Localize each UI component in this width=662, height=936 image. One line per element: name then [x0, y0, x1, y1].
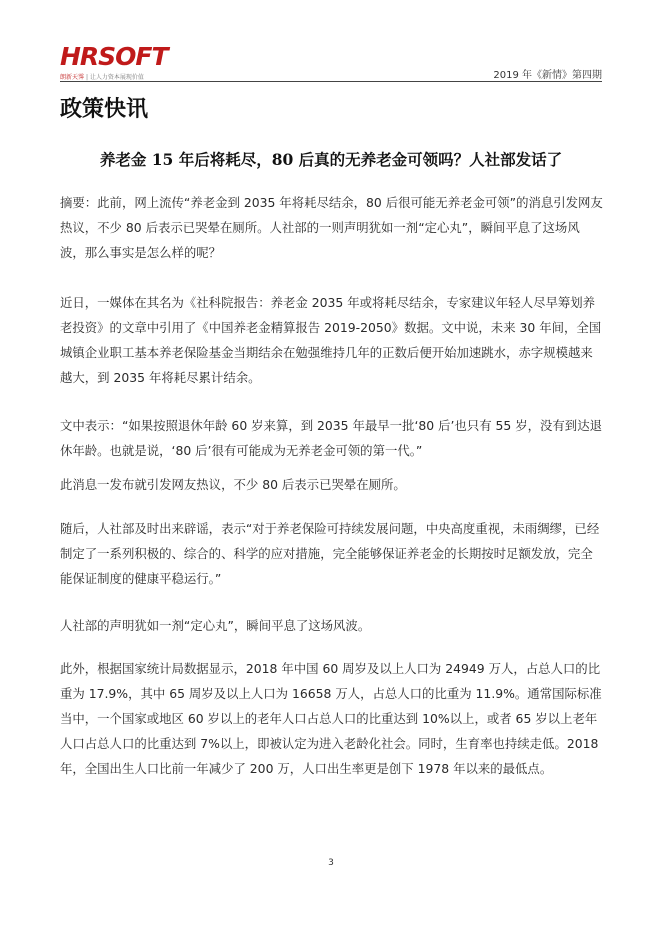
- logo-slogan: 让人力资本展现价值: [89, 74, 144, 81]
- paragraph-abstract: 摘要：此前，网上流传“养老金到 2035 年将耗尽结余，80 后很可能无养老金可领”的消息引发网友热议，不少 80 后表示已哭晕在厕所。人社部的一则声明犹如一剂“定心丸”，瞬间平息了这场风波，那么事实是怎么样的呢？: [60, 195, 603, 260]
- section-title: 政策快讯: [60, 96, 149, 122]
- company-logo: [60, 44, 168, 81]
- page-number: 3: [328, 858, 334, 868]
- paragraph-3: 此消息一发布就引发网友热议，不少 80 后表示已哭晕在厕所。: [60, 477, 406, 492]
- page-header: [60, 40, 602, 80]
- logo-tagline: 朗新天霁 | 让人力资本展现价值: [60, 74, 144, 81]
- paragraph-6: 此外，根据国家统计局数据显示，2018 年中国 60 周岁及以上人口为 24949 万人，占总人口的比重为 17.9%，其中 65 周岁及以上人口为 16658 万人，占总人口的比重为 11.9%。通常国际标准当中，一个国家或地区 60 岁以上的老年人口占总人口的比重达到 10%以上，或者 65 岁以上老年人口占总人口的比重达到 7%以上，即被认定为进入老龄化社会。同时，生育率也持续走低。2018 年，全国出生人口比前一年减少了 200 万，人口出生率更是创下 1978 年以来的最低点。: [60, 661, 602, 776]
- logo-wordmark: HRSOFT: [60, 42, 168, 71]
- paragraph-5: 人社部的声明犹如一剂“定心丸”，瞬间平息了这场风波。: [60, 618, 371, 633]
- logo-tag-cn: 朗新天霁: [60, 74, 85, 81]
- paragraph-1: 近日，一媒体在其名为《社科院报告：养老金 2035 年或将耗尽结余，专家建议年轻人尽早筹划养老投资》的文章中引用了《中国养老金精算报告 2019-2050》数据。文中说，未来 30 年间，全国城镇企业职工基本养老保险基金当期结余在勉强维持几年的正数后便开始加速跳水，赤字规模越来越大，到 2035 年将耗尽累计结余。: [60, 295, 602, 385]
- article-title: 养老金 15 年后将耗尽，80 后真的无养老金可领吗？人社部发话了: [99, 150, 563, 169]
- paragraph-4: 随后，人社部及时出来辟谣，表示“对于养老保险可持续发展问题，中央高度重视，未雨绸缪，已经制定了一系列积极的、综合的、科学的应对措施，完全能够保证养老金的长期按时足额发放，完全能保证制度的健康平稳运行。”: [60, 521, 600, 586]
- header-divider: [60, 81, 602, 82]
- paragraph-2: 文中表示：“如果按照退休年龄 60 岁来算，到 2035 年最早一批‘80 后’也只有 55 岁，没有到达退休年龄。也就是说，‘80 后’很有可能成为无养老金可领的第一代。”: [60, 418, 602, 458]
- issue-label: 2019 年《新情》第四期: [493, 70, 602, 81]
